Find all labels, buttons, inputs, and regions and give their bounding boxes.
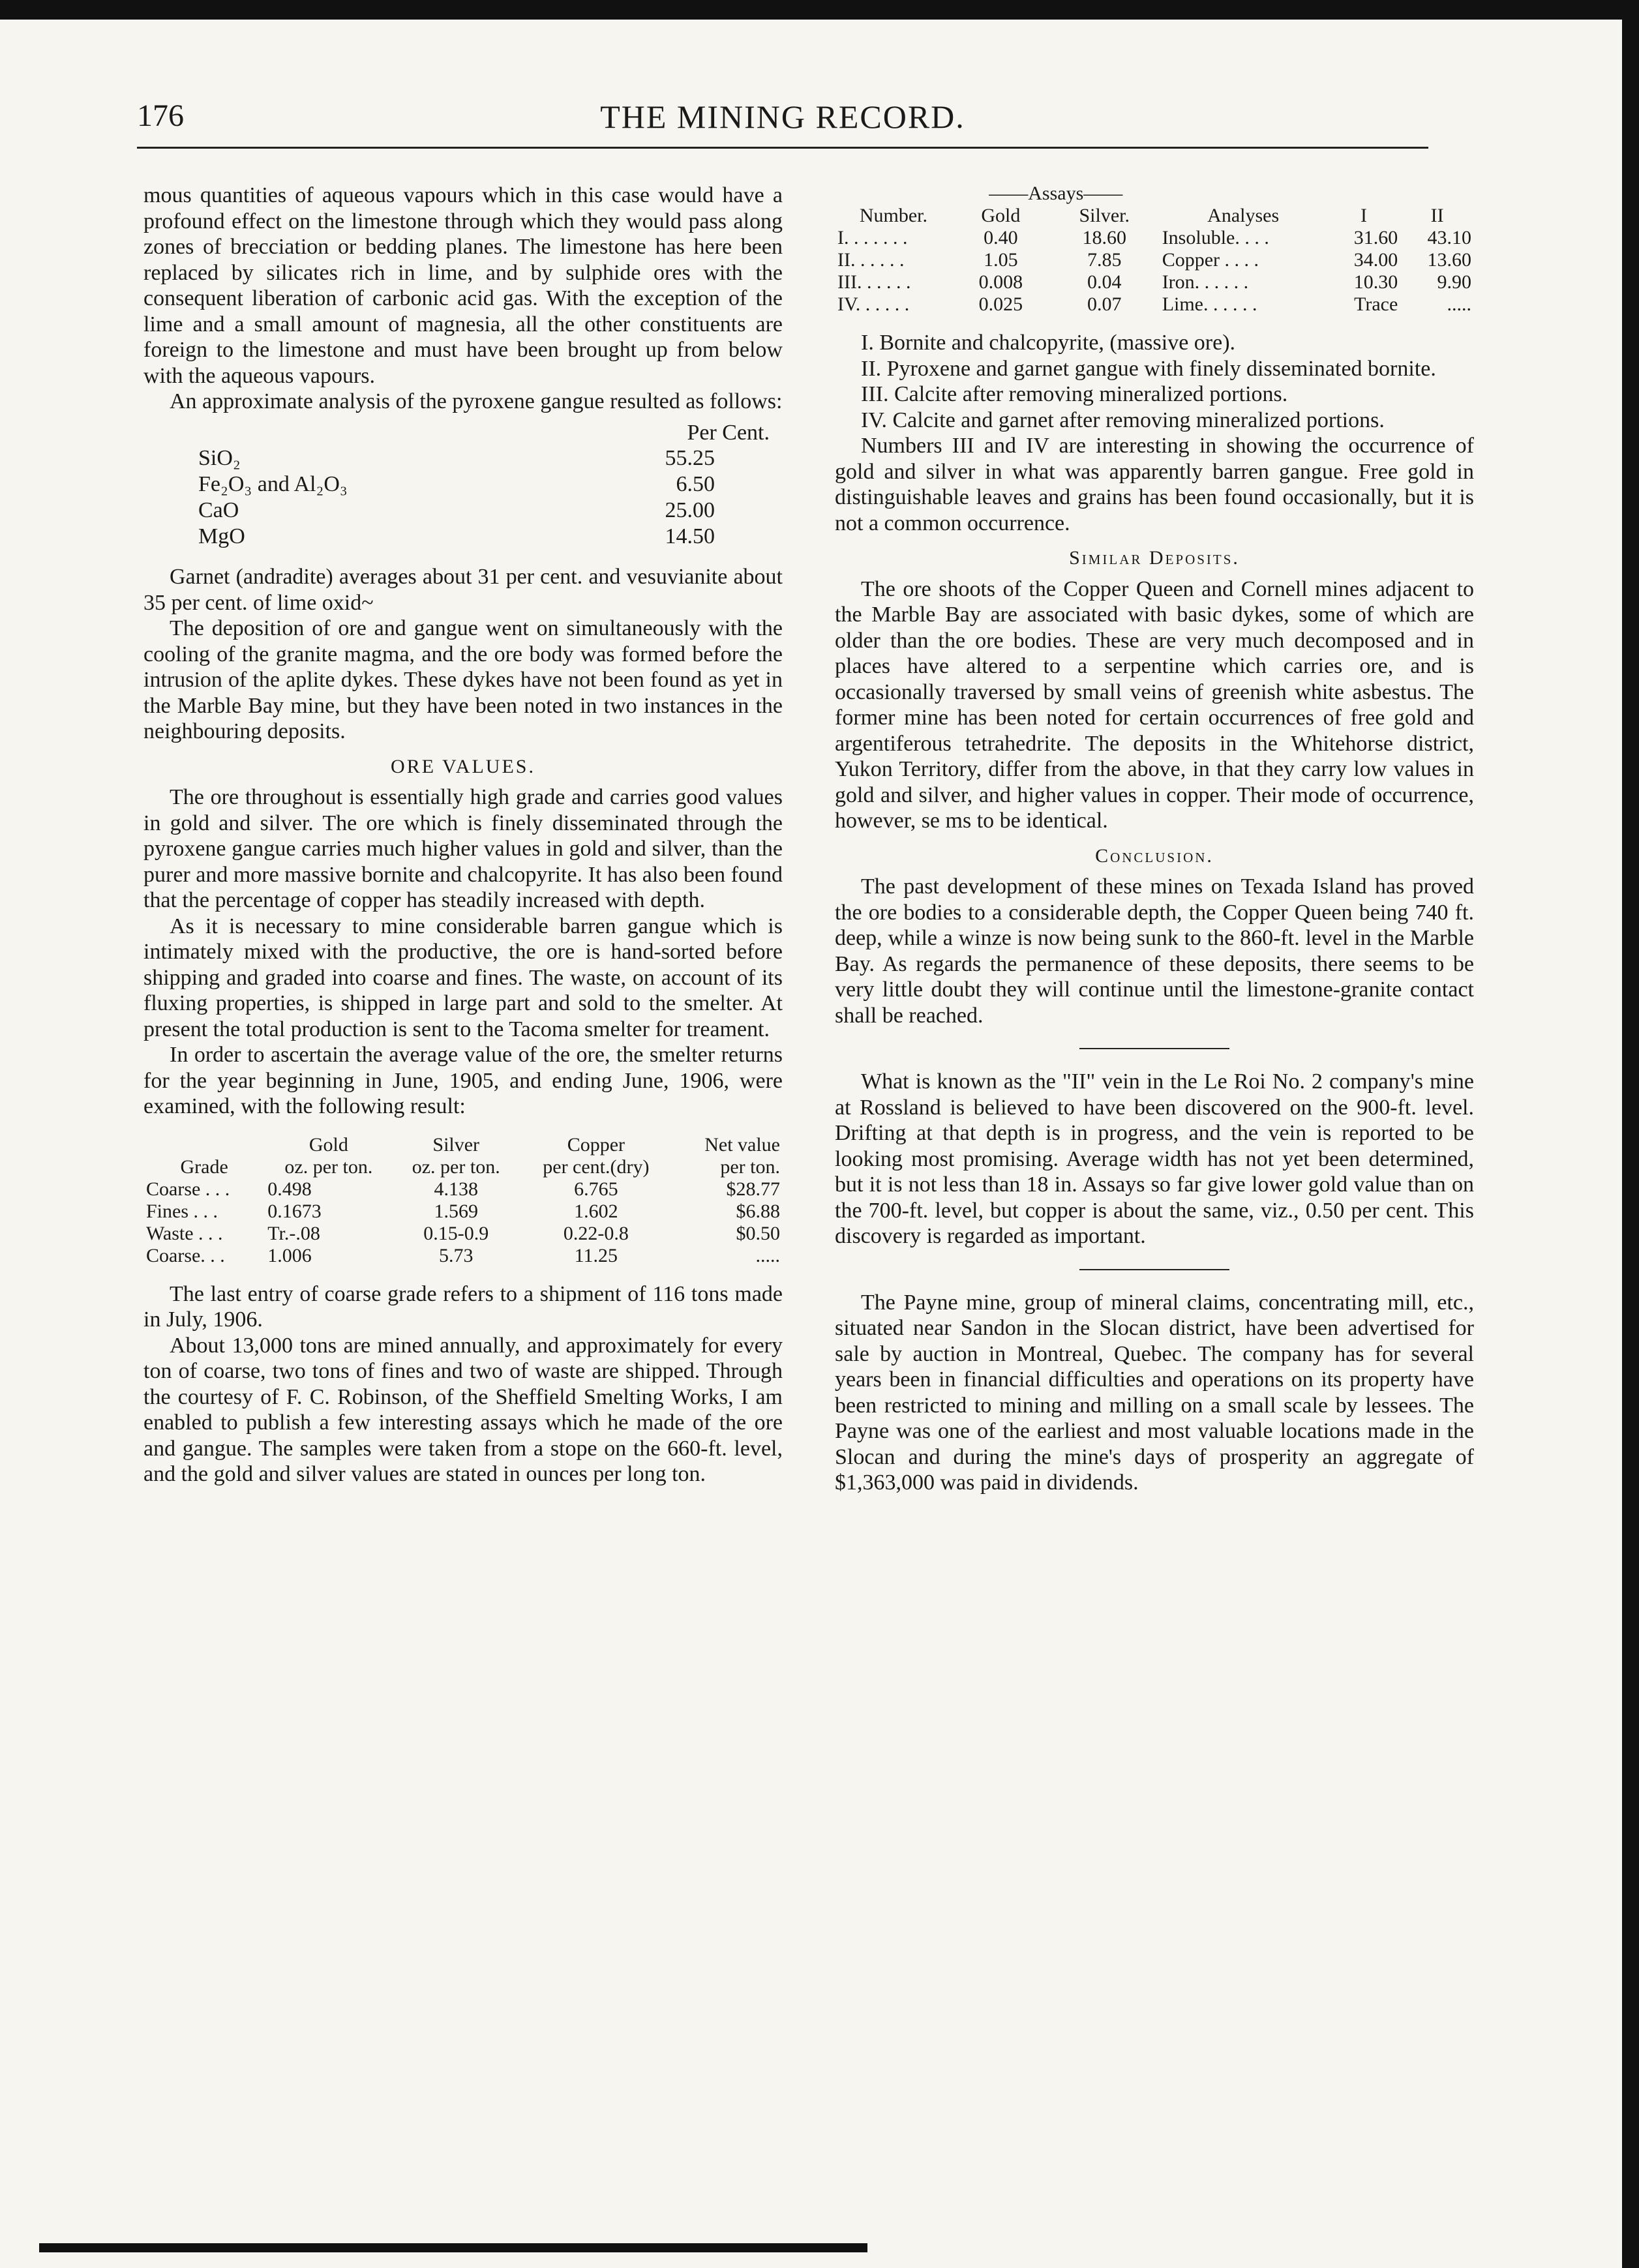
column-header: II [1430,205,1444,226]
table-row [835,271,1474,293]
table-cell: 7.85 [1087,249,1122,271]
column-header: Grade [180,1156,228,1178]
paragraph: The deposition of ore and gangue went on simultaneously with the cooling of the granite magma, and the ore body was formed before the intrusion of the aplite dykes. These dykes have not been found as yet in the Marble Bay mine, but they have been noted in two instances in the neighbouring deposits. [143,616,783,743]
scan-bottom-border [39,2243,867,2252]
sample-note: IV. Calcite and garnet after removing mineralized portions. [861,408,1385,432]
table-row [835,293,1474,316]
scan-right-border [1622,0,1639,2268]
column-header [143,1134,265,1156]
sample-note: III. Calcite after removing mineralized portions. [861,382,1288,406]
table-cell: 0.40 [984,227,1018,248]
analysis-header: Per Cent. [687,420,770,445]
table-row [143,1201,783,1223]
table-row [835,249,1474,271]
table-cell: 34.00 [1353,249,1398,271]
table-row [143,1223,783,1245]
table-cell: Fines . . . [146,1200,218,1222]
column-header: Silver. [1079,205,1130,226]
table-cell: 31.60 [1353,227,1398,248]
table-row [196,471,717,498]
paragraph: About 13,000 tons are mined annually, and approximately for every ton of coarse, two tons of fines and two of waste are shipped. Through the courtesy of F. C. Robinson, of the Sheffield Smelting Works, I am enabled to publish a few interesting assays which he made of the ore and gangue. The samples were taken from a stope on the 660-ft. level, and the gold and silver values are stated in ounces per long ton. [143,1333,783,1486]
table-header-row [835,183,1474,205]
table-cell: Coarse. . . [146,1244,225,1266]
table-cell: $6.88 [736,1200,780,1222]
analysis-label: MgO [198,524,245,548]
table-cell: 0.008 [978,271,1023,293]
column-header: oz. per ton. [284,1156,373,1178]
sample-note: II. Pyroxene and garnet gangue with finely disseminated bornite. [861,356,1436,381]
paragraph: mous quantities of aqueous vapours which in this case would have a profound effect on the limestone through which they would pass along zones of brecciation or bedding planes. The limestone has here been replaced by silicates rich in lime, and by sulphide ores with the consequent liberation of carbonic acid gas. With the exception of the lime and a small amount of magnesia, all the other constituents are foreign to the limestone and must have been brought up from below with the aqueous vapours. [143,183,783,388]
column-header: Number. [859,205,927,226]
table-cell: Insoluble. . . . [1162,227,1269,248]
table-header-row [143,1134,783,1156]
column-header: per cent.(dry) [543,1156,650,1178]
table-cell: IV. . . . . . [837,293,910,315]
analysis-label: Fe₂O₃ and Al₂O₃ [198,472,348,496]
table-cell: 0.025 [978,293,1023,315]
table-cell: II. . . . . . [837,249,905,271]
table-row [196,498,717,524]
right-column [835,183,1474,1496]
table-cell: 1.569 [434,1200,478,1222]
table-cell: Copper . . . . [1162,249,1259,271]
left-column [143,183,783,1487]
table-cell: 6.765 [574,1178,618,1200]
table-cell: 43.10 [1427,227,1471,248]
analysis-value: 14.50 [665,524,715,548]
table-cell: 0.498 [267,1178,312,1200]
table-cell: III. . . . . . [837,271,911,293]
table-header-row [143,1156,783,1178]
paragraph: As it is necessary to mine considerable barren gangue which is intimately mixed with the productive, the ore is hand-sorted before shipping and graded into coarse and fines. The waste, on account of its fluxing properties, is shipped in large part and sold to the smelter. At present the total production is sent to the Tacoma smelter for treament. [143,914,783,1041]
table-row [143,1245,783,1267]
column-header: Copper [567,1133,625,1156]
table-row [835,227,1474,249]
table-cell: Tr.-.08 [267,1222,320,1244]
paragraph: The ore shoots of the Copper Queen and Cornell mines adjacent to the Marble Bay are associated with basic dykes, some of which are older than the ore bodies. These are very much decomposed and in places have altered to a serpentine which carries ore, and is occasionally traversed by small veins of greenish white asbestus. The former mine has been noted for certain occurrences of free gold and argentiferous tetrahedrite. The deposits in the Whitehorse district, Yukon Territory, differ from the above, in that they carry low values in gold and silver, and higher values in copper. Their mode of occurrence, however, se ms to be identical. [835,576,1474,833]
column-header: Analyses [1207,205,1280,226]
analysis-value: 55.25 [665,446,715,470]
table-cell: I. . . . . . . [837,227,908,248]
paragraph: The past development of these mines on Texada Island has proved the ore bodies to a considerable depth, the Copper Queen being 740 ft. deep, while a winze is now being sunk to the 860-ft. level in the Marble Bay. As regards the permanence of these deposits, there seems to be very little doubt they will continue until the limestone-granite contact shall be reached. [835,874,1474,1028]
paragraph: Numbers III and IV are interesting in showing the occurrence of gold and silver in what was apparently barren gangue. Free gold in distinguishable leaves and grains has been found occasionally, but it is not a common occurrence. [835,434,1474,535]
table-cell: 4.138 [434,1178,478,1200]
analysis-label: SiO₂ [198,446,241,470]
table-cell: 11.25 [574,1244,618,1266]
journal-title: THE MINING RECORD. [600,98,965,135]
table-cell: 5.73 [438,1244,474,1266]
section-heading-conclusion: Conclusion. [1095,844,1214,867]
table-cell: ..... [755,1244,780,1266]
paragraph: What is known as the "II" vein in the Le Roi No. 2 company's mine at Rossland is believed to have been discovered on the 900-ft. level. Drifting at that depth is in progress, and the vein is reported to be looking most promising. Average width has not yet been determined, but it is not less than 18 in. Assays so far give lower gold value than on the 700-ft. level, but copper is about the same, viz., 0.50 per cent. This discovery is regarded as important. [835,1069,1474,1248]
table-cell: 0.04 [1087,271,1122,293]
page-number: 176 [137,98,184,133]
table-cell: Waste . . . [146,1222,223,1244]
table-row [196,524,717,550]
table-cell: 0.07 [1087,293,1122,315]
paragraph: An approximate analysis of the pyroxene gangue resulted as follows: [170,389,783,413]
table-cell: 0.22-0.8 [563,1222,629,1244]
paragraph: In order to ascertain the average value of the ore, the smelter returns for the year beginning in June, 1905, and ending June, 1906, were examined, with the following result: [143,1043,783,1118]
column-header: Net value [704,1133,780,1156]
section-heading-similar-deposits: Similar Deposits. [1069,547,1240,569]
table-cell: Lime. . . . . . [1162,293,1257,315]
table-cell: 18.60 [1082,227,1127,248]
table-cell: Trace [1354,293,1398,315]
table-cell: $28.77 [726,1178,780,1200]
analysis-value: 25.00 [665,498,715,522]
analysis-value: 6.50 [676,472,715,496]
table-cell: ..... [1447,293,1471,315]
header-rule [137,147,1428,149]
table-cell: $0.50 [736,1222,780,1244]
table-cell: 1.05 [984,249,1018,271]
column-header: oz. per ton. [412,1156,500,1178]
section-heading-ore-values: ORE VALUES. [391,755,535,777]
column-header: per ton. [720,1156,780,1178]
sample-note: I. Bornite and chalcopyrite, (massive ore). [861,331,1236,355]
table-cell: 9.90 [1437,271,1471,293]
separator-rule [1079,1048,1229,1049]
scan-top-border [0,0,1639,20]
table-cell: 13.60 [1427,249,1471,271]
paragraph: The Payne mine, group of mineral claims, concentrating mill, etc., situated near Sandon in the Slocan district, have been advertised for sale by auction in Montreal, Quebec. The company has for several years been in financial difficulties and operations on its property have been restricted to mining and milling on a small scale by lessees. The Payne was one of the earliest and most valuable locations made in the Slocan and during the mine's days of prosperity an aggregate of $1,363,000 was paid in dividends. [835,1290,1474,1495]
table-cell: 0.15-0.9 [423,1222,489,1244]
column-header: I [1360,205,1367,226]
paragraph: The last entry of coarse grade refers to a shipment of 116 tons made in July, 1906. [143,1281,783,1332]
table-cell: 0.1673 [267,1200,322,1222]
assay-table [835,183,1474,316]
analysis-label: CaO [198,498,239,522]
column-header: Gold [308,1133,348,1156]
paragraph: Garnet (andradite) averages about 31 per cent. and vesuvianite about 35 per cent. of lime oxid~ [143,565,783,615]
column-header: Gold [981,205,1021,226]
paragraph: The ore throughout is essentially high grade and carries good values in gold and silver. The ore which is finely disseminated through the pyroxene gangue carries much higher values in gold and silver, than the purer and more massive bornite and chalcopyrite. It has also been found that the percentage of copper has steadily increased with depth. [143,785,783,912]
table-cell: 1.602 [574,1200,618,1222]
table-cell: 10.30 [1353,271,1398,293]
table-row [196,445,717,471]
column-header: Silver [432,1133,480,1156]
table-cell: 1.006 [267,1244,312,1266]
page-header [137,98,1428,143]
table-row [143,1178,783,1201]
grade-value-table [143,1134,783,1267]
table-header-row [835,205,1474,227]
assays-superheader: ——Assays—— [989,183,1123,204]
separator-rule [1079,1269,1229,1270]
table-cell: Iron. . . . . . [1162,271,1249,293]
table-cell: Coarse . . . [146,1178,230,1200]
gangue-analysis-table [196,445,717,550]
